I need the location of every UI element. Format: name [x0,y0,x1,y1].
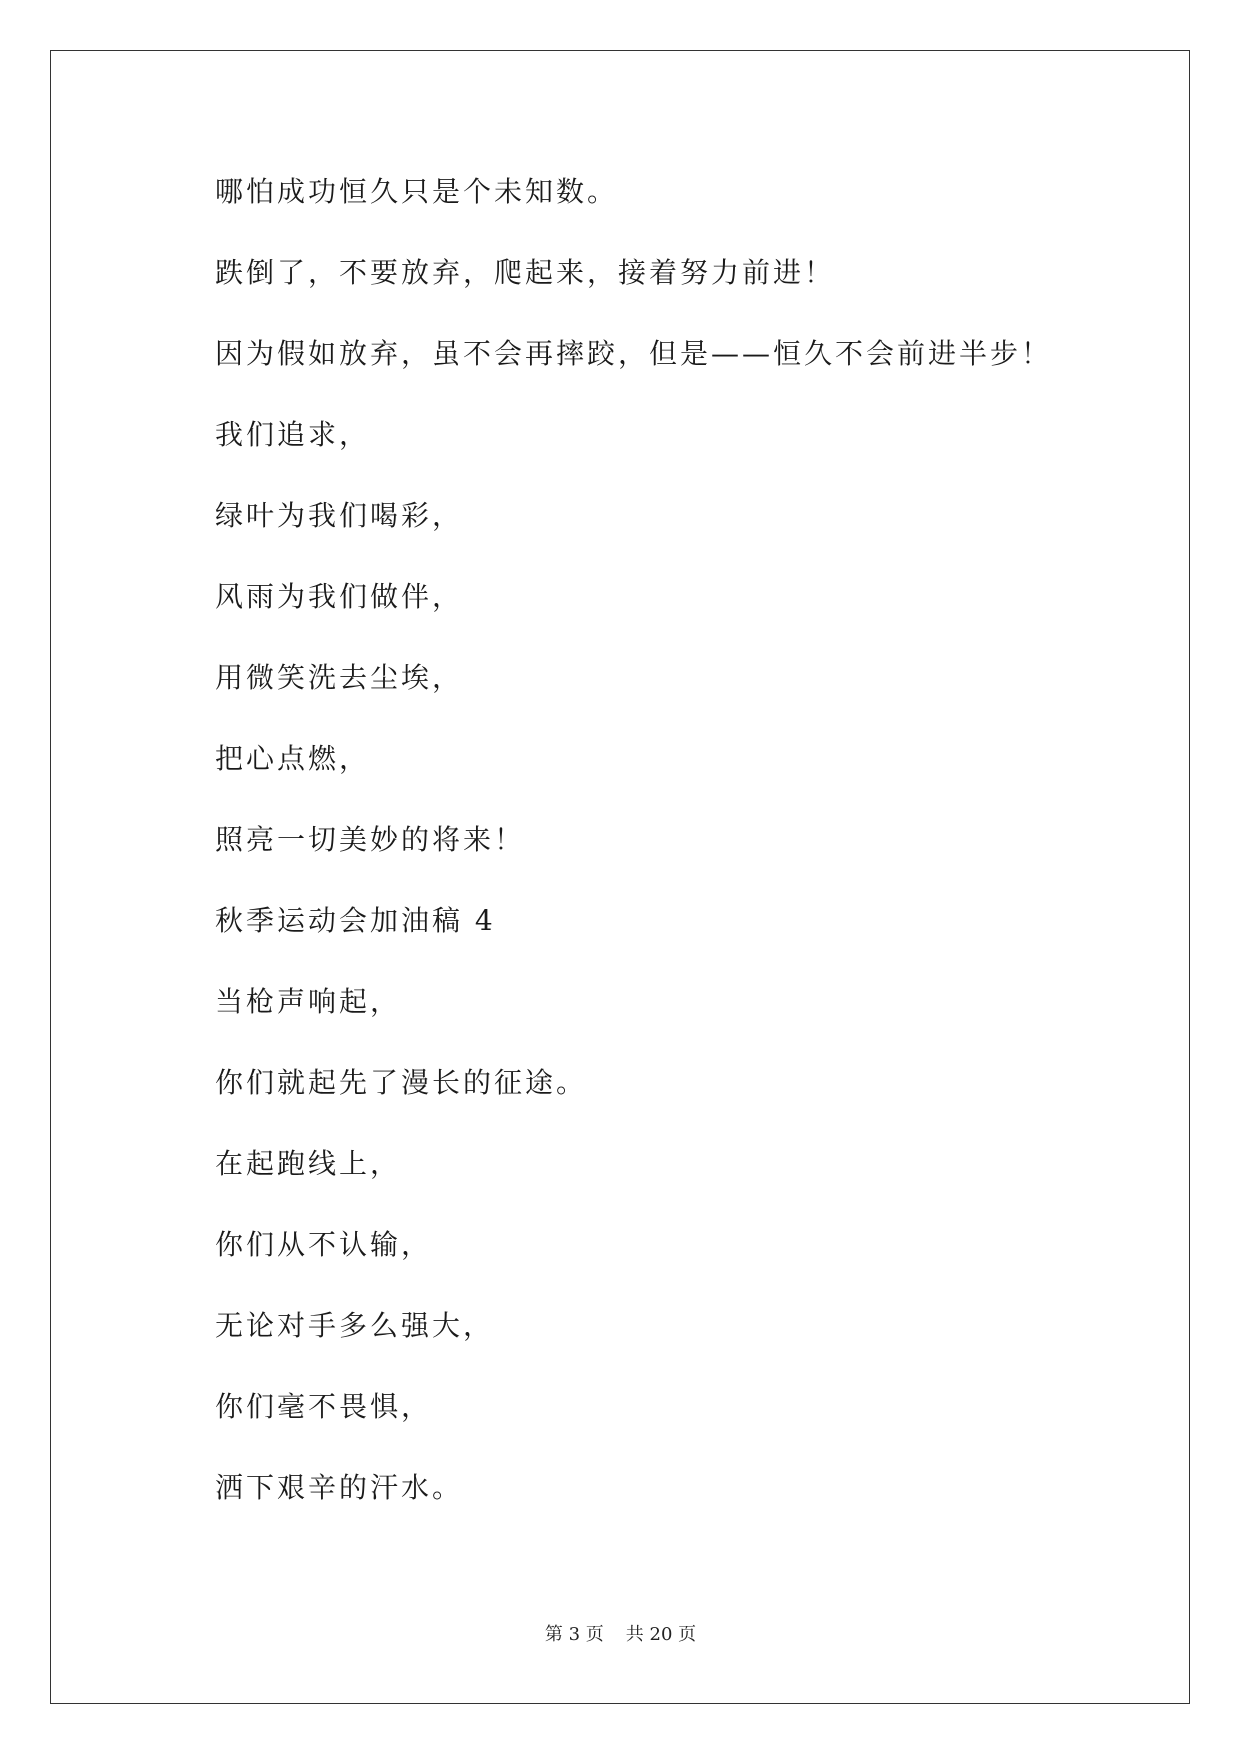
text-line: 在起跑线上， [215,1147,402,1180]
text-line: 照亮一切美妙的将来！ [215,823,526,856]
text-line: 你们就起先了漫长的征途。 [215,1066,588,1099]
text-line: 用微笑洗去尘埃， [215,661,464,694]
text-line: 绿叶为我们喝彩， [215,499,464,532]
text-line: 无论对手多么强大， [215,1309,495,1342]
text-line: 洒下艰辛的汗水。 [215,1471,464,1504]
text-line: 风雨为我们做伴， [215,580,464,613]
text-line: 哪怕成功恒久只是个未知数。 [215,175,619,208]
text-line: 我们追求， [215,418,371,451]
text-line: 你们毫不畏惧， [215,1390,433,1423]
page-number-current: 第 3 页 [544,1624,604,1645]
text-line: 因为假如放弃，虽不会再摔跤，但是——恒久不会前进半步！ [215,337,1053,370]
text-line: 把心点燃， [215,742,371,775]
text-line: 当枪声响起， [215,985,402,1018]
document-body [215,170,1115,1547]
section-heading: 秋季运动会加油稿 4 [215,904,496,937]
text-line: 跌倒了，不要放弃，爬起来，接着努力前进！ [215,256,836,289]
text-line: 你们从不认输， [215,1228,433,1261]
page-footer [0,1620,1241,1646]
page-number-total: 共 20 页 [625,1624,697,1645]
